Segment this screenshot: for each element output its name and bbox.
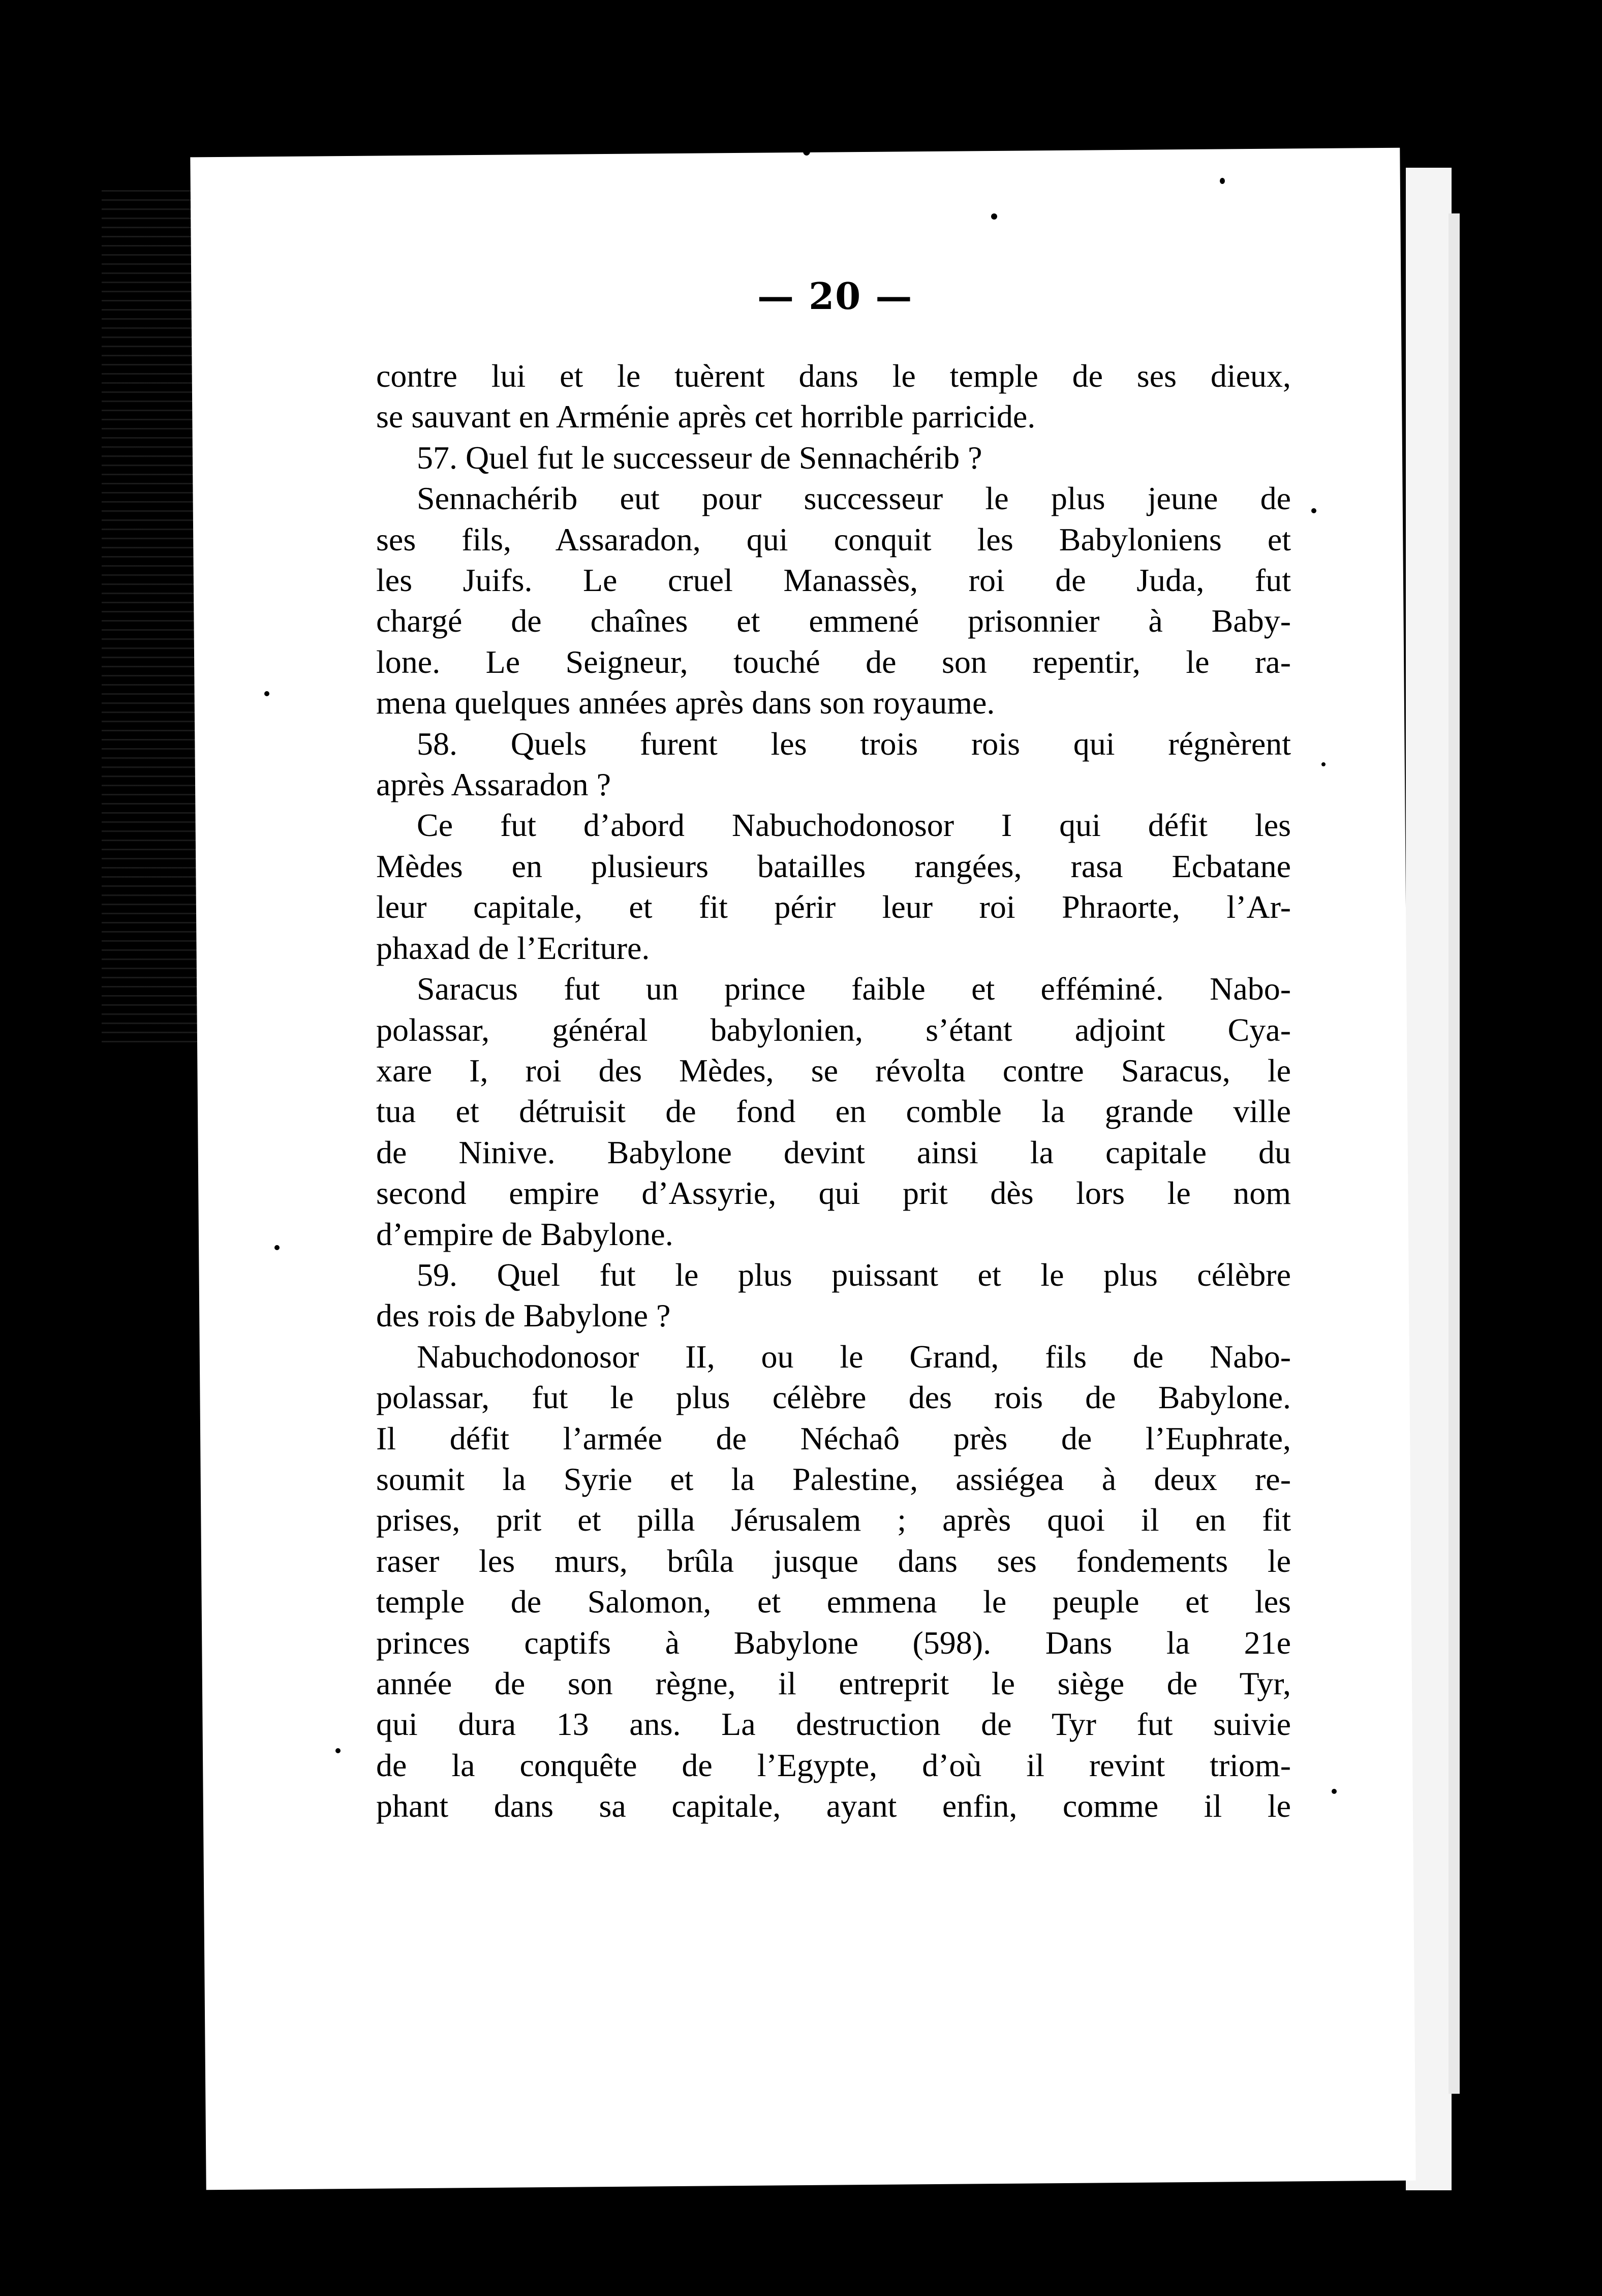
text-line: Saracus fut un prince faible et efféminé. Nabo- bbox=[417, 971, 1291, 1007]
text-line: second empire d’Assyrie, qui prit dès lors le nom bbox=[376, 1175, 1291, 1212]
speck bbox=[264, 691, 269, 696]
text-line: contre lui et le tuèrent dans le temple de ses dieux, bbox=[376, 358, 1291, 394]
continuation-paragraph bbox=[376, 356, 1291, 438]
body-text bbox=[376, 356, 1291, 1827]
text-line: Mèdes en plusieurs batailles rangées, rasa Ecbatane bbox=[376, 848, 1291, 884]
text-line: leur capitale, et fit périr leur roi Phraorte, l’Ar- bbox=[376, 889, 1291, 925]
text-line: les Juifs. Le cruel Manassès, roi de Juda, fut bbox=[376, 562, 1291, 599]
text-line: qui dura 13 ans. La destruction de Tyr fut suivie bbox=[376, 1706, 1291, 1743]
speck bbox=[991, 213, 997, 220]
text-line: chargé de chaînes et emmené prisonnier à Baby- bbox=[376, 603, 1291, 639]
text-line: de la conquête de l’Egypte, d’où il revint triom- bbox=[376, 1747, 1291, 1783]
text-line: 57. Quel fut le successeur de Sennachérib ? bbox=[417, 439, 982, 476]
text-line: 58. Quels furent les trois rois qui régnèrent bbox=[417, 725, 1291, 762]
text-line: année de son règne, il entreprit le siège de Tyr, bbox=[376, 1665, 1291, 1701]
answer-paragraph bbox=[376, 478, 1291, 723]
text-line: temple de Salomon, et emmena le peuple et les bbox=[376, 1584, 1291, 1620]
speck bbox=[1311, 508, 1316, 513]
text-line: xare I, roi des Mèdes, se révolta contre Saracus, le bbox=[376, 1052, 1291, 1089]
text-line: d’empire de Babylone. bbox=[376, 1216, 673, 1252]
text-line: 59. Quel fut le plus puissant et le plus célèbre bbox=[417, 1256, 1291, 1293]
answer-paragraph bbox=[376, 1337, 1291, 1827]
text-line: mena quelques années après dans son royaume. bbox=[376, 685, 995, 721]
speck bbox=[1321, 762, 1326, 766]
speck bbox=[1332, 1789, 1337, 1794]
text-line: Nabuchodonosor II, ou le Grand, fils de Nabo- bbox=[417, 1338, 1291, 1375]
answer-paragraph bbox=[376, 805, 1291, 969]
text-line: prises, prit et pilla Jérusalem ; après quoi il en fit bbox=[376, 1502, 1291, 1538]
text-line: phaxad de l’Ecriture. bbox=[376, 929, 650, 966]
text-line: Il défit l’armée de Néchaô près de l’Euphrate, bbox=[376, 1420, 1291, 1456]
text-line: polassar, fut le plus célèbre des rois de Babylone. bbox=[376, 1379, 1291, 1416]
speck bbox=[803, 147, 810, 156]
question-paragraph bbox=[376, 438, 1291, 478]
text-line: ses fils, Assaradon, qui conquit les Babyloniens et bbox=[376, 521, 1291, 557]
text-line: raser les murs, brûla jusque dans ses fondements le bbox=[376, 1542, 1291, 1579]
text-line: soumit la Syrie et la Palestine, assiégea à deux re- bbox=[376, 1461, 1291, 1497]
text-line: tua et détruisit de fond en comble la grande ville bbox=[376, 1093, 1291, 1130]
text-line: lone. Le Seigneur, touché de son repentir, le ra- bbox=[376, 643, 1291, 680]
page-number: — 20 — bbox=[757, 274, 913, 318]
text-line: se sauvant en Arménie après cet horrible parricide. bbox=[376, 398, 1036, 435]
text-line: phant dans sa capitale, ayant enfin, comme il le bbox=[376, 1788, 1291, 1824]
question-paragraph bbox=[376, 1255, 1291, 1337]
speck bbox=[335, 1748, 341, 1753]
speck bbox=[1220, 178, 1225, 184]
text-line: après Assaradon ? bbox=[376, 766, 611, 803]
question-paragraph bbox=[376, 724, 1291, 805]
answer-paragraph bbox=[376, 969, 1291, 1255]
text-line: polassar, général babylonien, s’étant adjoint Cya- bbox=[376, 1011, 1291, 1048]
text-line: de Ninive. Babylone devint ainsi la capitale du bbox=[376, 1134, 1291, 1170]
text-line: des rois de Babylone ? bbox=[376, 1297, 671, 1334]
page-edge-inner bbox=[1449, 213, 1460, 2094]
speck bbox=[274, 1245, 280, 1250]
text-line: Ce fut d’abord Nabuchodonosor I qui défit les bbox=[417, 807, 1291, 844]
text-line: princes captifs à Babylone (598). Dans la 21e bbox=[376, 1624, 1291, 1661]
binding-noise bbox=[102, 183, 198, 1047]
text-line: Sennachérib eut pour successeur le plus jeune de bbox=[417, 480, 1291, 517]
